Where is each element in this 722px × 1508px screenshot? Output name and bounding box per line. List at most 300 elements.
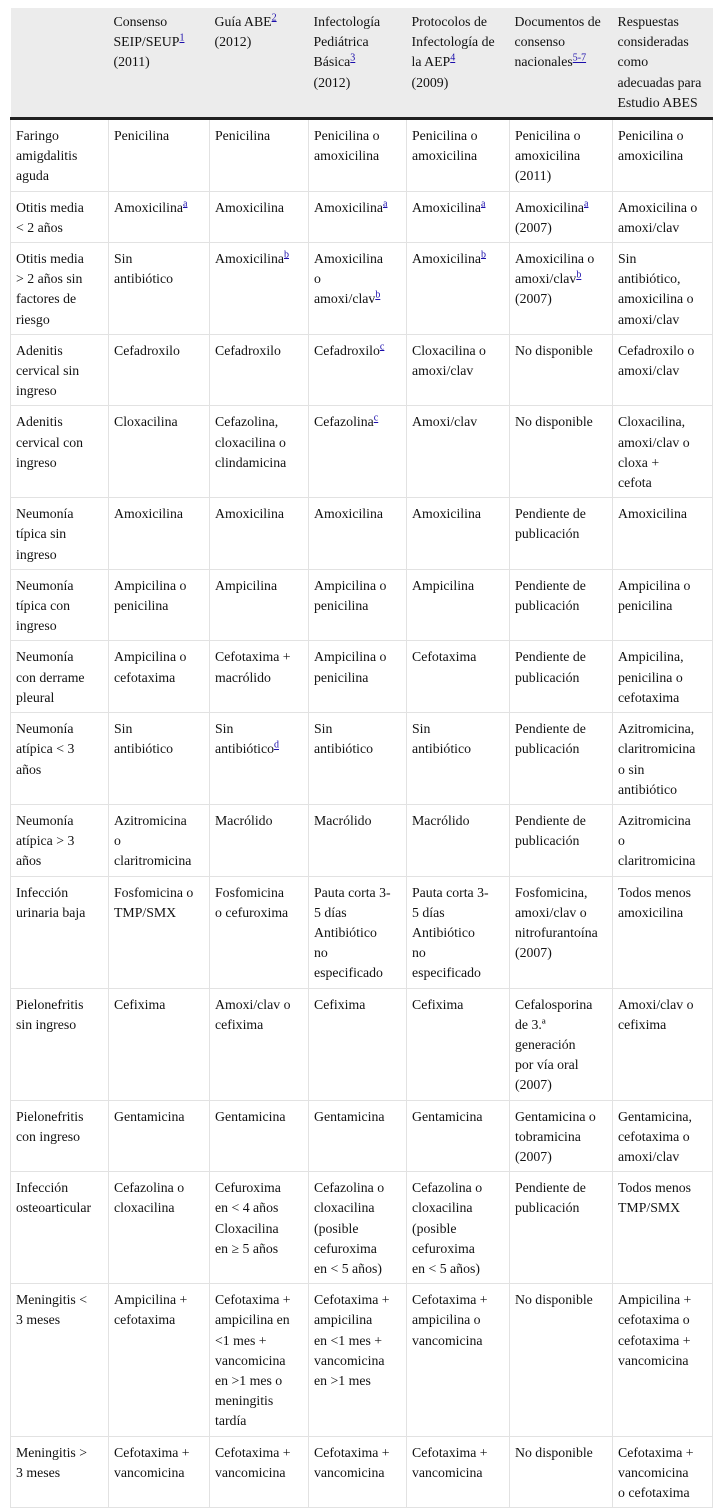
cell-text: Ampicilina o — [114, 577, 187, 593]
cell-line — [618, 341, 709, 361]
cell-text: cefixima — [215, 1016, 264, 1032]
table-cell — [613, 243, 713, 335]
table-cell — [510, 1100, 613, 1172]
table-cell — [510, 988, 613, 1100]
cell-line — [16, 903, 105, 923]
cell-text: en < 5 años) — [314, 1260, 382, 1276]
cell-text: cloxacilina — [114, 1200, 175, 1216]
cell-line — [215, 412, 305, 432]
reference-link[interactable]: c — [379, 341, 385, 353]
cell-line — [412, 963, 506, 983]
row-label-cell — [11, 804, 109, 876]
cell-line — [314, 903, 403, 923]
reference-link[interactable]: a — [182, 198, 188, 210]
cell-text: Pauta corta 3- — [314, 884, 391, 900]
cell-line — [412, 576, 506, 596]
cell-text: Cefazolina o — [314, 1180, 385, 1196]
cell-text: Azitromicina — [114, 812, 187, 828]
table-row — [11, 804, 713, 876]
table-cell — [407, 1172, 510, 1284]
cell-line — [314, 596, 403, 616]
cell-text: Penicilina — [114, 128, 170, 144]
cell-line — [114, 831, 206, 851]
row-label-cell — [11, 406, 109, 498]
cell-line — [618, 596, 709, 616]
cell-line — [314, 1239, 403, 1259]
table-cell — [407, 243, 510, 335]
table-cell — [109, 569, 210, 641]
reference-link[interactable]: b — [283, 249, 289, 261]
cell-text: amoxicilina — [618, 904, 684, 920]
cell-text: Amoxicilina — [114, 506, 183, 522]
cell-text: publicación — [515, 833, 580, 849]
cell-line — [618, 811, 709, 831]
cell-line — [16, 310, 105, 330]
cell-text: Pielonefritis — [16, 996, 84, 1012]
cell-text: Amoxi/clav o — [618, 996, 694, 1012]
cell-line — [412, 412, 506, 432]
cell-line — [314, 739, 403, 759]
table-cell — [407, 713, 510, 805]
reference-link[interactable]: 4 — [450, 52, 456, 64]
cell-text: Amoxicilina o — [515, 251, 595, 267]
cell-text: Cefixima — [114, 996, 166, 1012]
cell-line — [215, 1443, 305, 1463]
cell-text: en >1 mes o — [215, 1372, 283, 1388]
cell-line — [114, 1107, 206, 1127]
cell-line — [314, 1463, 403, 1483]
table-body — [11, 119, 713, 1508]
table-row — [11, 569, 713, 641]
cell-line — [16, 647, 105, 667]
cell-text: No disponible — [515, 342, 593, 358]
cell-line — [314, 1259, 403, 1279]
cell-line — [215, 1351, 305, 1371]
table-cell — [109, 1284, 210, 1436]
cell-text: penicilina — [314, 669, 369, 685]
reference-link[interactable]: a — [382, 198, 388, 210]
table-cell — [210, 334, 309, 406]
cell-text: la AEP — [411, 54, 451, 70]
cell-line — [215, 1463, 305, 1483]
cell-line — [618, 1463, 709, 1483]
cell-text: o — [114, 833, 121, 849]
cell-line — [215, 1015, 305, 1035]
cell-line — [16, 341, 105, 361]
cell-line — [618, 249, 709, 269]
row-label-cell — [11, 334, 109, 406]
cell-line — [412, 73, 507, 93]
cell-text: vancomicina — [215, 1464, 286, 1480]
cell-line — [618, 668, 709, 688]
cell-line — [412, 126, 506, 146]
cell-text: Penicilina o — [412, 128, 478, 144]
cell-text: Cefalosporina — [515, 996, 593, 1012]
cell-text: Macrólido — [215, 812, 273, 828]
cell-text: (2011) — [113, 54, 150, 70]
cell-text: por vía oral — [515, 1057, 579, 1073]
cell-text: cefuroxima — [314, 1240, 377, 1256]
cell-text: cloxacilina — [314, 1200, 375, 1216]
cell-text: no — [412, 945, 426, 961]
cell-line — [16, 576, 105, 596]
cell-text: penicilina — [314, 598, 369, 614]
cell-text: amoxicilina o — [618, 291, 694, 307]
cell-text: Cloxacilina, — [618, 414, 686, 430]
cell-text: vancomicina — [314, 1464, 385, 1480]
cell-line — [618, 1483, 709, 1503]
table-cell — [510, 406, 613, 498]
table-cell — [109, 1100, 210, 1172]
reference-link[interactable]: c — [373, 412, 379, 424]
table-cell — [613, 804, 713, 876]
cell-text: cloxacilina — [412, 1200, 473, 1216]
cell-text: Pendiente de — [515, 577, 586, 593]
cell-text: Todos menos — [618, 884, 691, 900]
cell-line — [215, 1178, 305, 1198]
cell-line — [412, 1107, 506, 1127]
cell-text: urinaria baja — [16, 904, 86, 920]
cell-text: Ampicilina + — [114, 1292, 188, 1308]
cell-line — [16, 412, 105, 432]
cell-line — [114, 52, 207, 72]
cell-line — [412, 995, 506, 1015]
cell-line — [215, 1331, 305, 1351]
cell-line — [114, 504, 206, 524]
table-header — [11, 8, 713, 119]
cell-line — [618, 73, 710, 93]
table-cell — [407, 119, 510, 192]
table-cell — [510, 713, 613, 805]
cell-line — [314, 647, 403, 667]
cell-line — [515, 269, 609, 289]
cell-text: amigdalitis — [16, 148, 78, 164]
cell-text: <1 mes + — [215, 1332, 267, 1348]
cell-text: cervical con — [16, 434, 84, 450]
cell-text: Cefazolina — [314, 414, 374, 430]
cell-line — [618, 780, 709, 800]
cell-line — [515, 32, 610, 52]
cell-line — [618, 504, 709, 524]
cell-text: (2009) — [411, 74, 449, 90]
cell-line — [618, 218, 709, 238]
cell-text: antibiótico — [314, 741, 374, 757]
cell-line — [16, 688, 105, 708]
cell-text: Cefuroxima — [215, 1180, 281, 1196]
cell-text: tobramicina — [515, 1128, 581, 1144]
cell-text: Meningitis < — [16, 1292, 88, 1308]
table-cell — [613, 641, 713, 713]
table-cell — [407, 1100, 510, 1172]
cell-line — [618, 361, 709, 381]
table-cell — [613, 191, 713, 242]
cell-text: Cefotaxima + — [314, 1444, 390, 1460]
cell-text: Cefotaxima — [412, 649, 477, 665]
cell-line — [215, 1239, 305, 1259]
cell-line — [114, 1310, 206, 1330]
cell-text: Infectología — [313, 14, 381, 29]
table-cell — [210, 1284, 309, 1436]
cell-line — [618, 1290, 709, 1310]
cell-text: publicación — [515, 669, 580, 685]
cell-line — [16, 1310, 105, 1330]
cell-line — [16, 811, 105, 831]
cell-line — [215, 1219, 305, 1239]
cell-text: adecuadas para — [617, 74, 702, 90]
cell-line — [618, 760, 709, 780]
cell-line — [412, 1290, 506, 1310]
cell-text: Infectología de — [411, 34, 495, 50]
cell-text: Amoxicilina — [515, 199, 584, 215]
table-cell — [510, 498, 613, 570]
table-cell — [309, 1284, 407, 1436]
cell-text: (2007) — [515, 1077, 552, 1093]
cell-text: o — [618, 833, 625, 849]
cell-text: Cefotaxima + — [412, 1444, 488, 1460]
cell-line — [618, 831, 709, 851]
cell-line — [618, 647, 709, 667]
cell-line — [16, 433, 105, 453]
cell-line — [412, 1259, 506, 1279]
cell-line — [314, 576, 403, 596]
cell-line — [16, 146, 105, 166]
cell-line — [412, 903, 506, 923]
cell-line — [412, 923, 506, 943]
table-cell — [510, 876, 613, 988]
table-cell — [309, 713, 407, 805]
cell-line — [215, 647, 305, 667]
cell-line — [215, 739, 305, 759]
table-cell — [407, 1284, 510, 1436]
cell-line — [618, 473, 709, 493]
cell-text: cloxacilina o — [215, 434, 286, 450]
cell-line — [114, 249, 206, 269]
cell-line — [515, 903, 609, 923]
reference-link[interactable]: b — [480, 249, 486, 261]
cell-line — [515, 943, 609, 963]
table-cell — [407, 406, 510, 498]
cell-text: o sin — [618, 761, 645, 777]
cell-line — [412, 719, 506, 739]
cell-text: antibiótico, — [618, 271, 681, 287]
cell-text: vancomicina — [114, 1464, 185, 1480]
cell-text: cefota — [618, 475, 652, 491]
cell-line — [114, 903, 206, 923]
cell-text: vancomicina — [618, 1352, 689, 1368]
reference-link[interactable]: 1 — [179, 32, 185, 44]
cell-text: ampicilina — [314, 1312, 373, 1328]
table-cell — [407, 1436, 510, 1508]
cell-line — [412, 1198, 506, 1218]
table-cell — [309, 498, 407, 570]
cell-line — [16, 504, 105, 524]
reference-link[interactable]: d — [274, 739, 280, 751]
cell-line — [215, 903, 305, 923]
cell-line — [114, 739, 206, 759]
cell-line — [215, 12, 306, 32]
cell-text: años — [16, 853, 42, 869]
cell-line — [515, 596, 609, 616]
cell-text: Cefixima — [412, 996, 464, 1012]
cell-line — [114, 668, 206, 688]
cell-line — [515, 289, 609, 309]
row-label-cell — [11, 119, 109, 192]
cell-line — [412, 647, 506, 667]
cell-line — [618, 453, 709, 473]
cell-line — [515, 1443, 609, 1463]
cell-line — [215, 453, 305, 473]
cell-text: Neumonía — [16, 649, 74, 665]
cell-text: Cefotaxima + — [412, 1292, 488, 1308]
cell-text: Gentamicina — [314, 1108, 385, 1124]
cell-text: Cefazolina o — [412, 1180, 483, 1196]
cell-line — [314, 923, 403, 943]
cell-line — [412, 811, 506, 831]
cell-text: Infección — [16, 884, 69, 900]
reference-link[interactable]: a — [480, 198, 486, 210]
table-cell — [309, 1172, 407, 1284]
cell-text: Sin — [314, 721, 333, 737]
cell-text: Fosfomicina o — [114, 884, 194, 900]
cell-line — [515, 883, 609, 903]
cell-line — [515, 576, 609, 596]
table-cell — [309, 1100, 407, 1172]
cell-line — [16, 851, 105, 871]
table-row — [11, 191, 713, 242]
reference-link[interactable]: b — [576, 269, 582, 281]
table-cell — [109, 191, 210, 242]
cell-line — [16, 1443, 105, 1463]
cell-line — [314, 1198, 403, 1218]
cell-text: No disponible — [515, 1444, 593, 1460]
cell-line — [515, 1107, 609, 1127]
cell-text: penicilina — [114, 598, 169, 614]
table-cell — [510, 334, 613, 406]
cell-text: 3 meses — [16, 1464, 61, 1480]
cell-line — [515, 831, 609, 851]
table-cell — [309, 641, 407, 713]
table-cell — [210, 1436, 309, 1508]
reference-link[interactable]: 2 — [271, 12, 277, 24]
cell-text: penicilina — [618, 598, 673, 614]
cell-text: Cefadroxilo — [314, 342, 380, 358]
cell-line — [618, 851, 709, 871]
cell-line — [314, 943, 403, 963]
cell-text: Meningitis > — [16, 1444, 88, 1460]
cell-line — [16, 249, 105, 269]
cell-text: Sin — [114, 721, 133, 737]
table-row — [11, 243, 713, 335]
table-cell — [210, 498, 309, 570]
cell-text: antibiótico — [412, 741, 472, 757]
cell-line — [618, 739, 709, 759]
cell-text: Sin — [114, 251, 133, 267]
table-cell — [407, 334, 510, 406]
cell-text: Otitis media — [16, 199, 84, 215]
cell-line — [515, 12, 610, 32]
cell-line — [215, 1107, 305, 1127]
table-cell — [407, 191, 510, 242]
cell-line — [412, 1443, 506, 1463]
cell-text: Ampicilina — [412, 577, 475, 593]
table-row — [11, 406, 713, 498]
cell-text: (2012) — [214, 34, 252, 50]
cell-line — [618, 576, 709, 596]
cell-line — [215, 1411, 305, 1431]
cell-line — [515, 1075, 609, 1095]
cell-line — [314, 52, 404, 72]
cell-line — [412, 198, 506, 218]
cell-line — [314, 883, 403, 903]
cell-text: Amoxicilina — [314, 251, 383, 267]
cell-text: Gentamicina — [412, 1108, 483, 1124]
cell-line — [215, 198, 305, 218]
cell-text: consideradas — [617, 34, 689, 50]
cell-line — [314, 1290, 403, 1310]
cell-text: Neumonía — [16, 721, 74, 737]
table-cell — [210, 1100, 309, 1172]
reference-link[interactable]: b — [375, 289, 381, 301]
cell-text: Pauta corta 3- — [412, 884, 489, 900]
cell-line — [215, 341, 305, 361]
cell-line — [515, 1035, 609, 1055]
reference-link[interactable]: 3 — [350, 52, 356, 64]
table-cell — [109, 243, 210, 335]
cell-line — [515, 412, 609, 432]
table-cell — [309, 876, 407, 988]
cell-line — [16, 1198, 105, 1218]
cell-line — [618, 310, 709, 330]
cell-text: Respuestas — [617, 14, 679, 29]
cell-line — [215, 883, 305, 903]
table-cell — [109, 406, 210, 498]
cell-text: Cefotaxima + — [215, 649, 291, 665]
table-cell — [613, 406, 713, 498]
cell-text: especificado — [412, 965, 481, 981]
cell-text: amoxi/clav — [412, 363, 474, 379]
cell-text: Ampicilina o — [314, 649, 387, 665]
table-cell — [613, 334, 713, 406]
cell-line — [314, 1178, 403, 1198]
cell-line — [215, 995, 305, 1015]
cell-text: No disponible — [515, 414, 593, 430]
cell-text: factores de — [16, 291, 77, 307]
cell-text: Antibiótico — [314, 924, 377, 940]
table-cell — [210, 1172, 309, 1284]
cell-text: Otitis media — [16, 251, 84, 267]
cell-text: Cefotaxima + — [618, 1444, 694, 1460]
cell-text: Amoxicilina — [114, 199, 183, 215]
cell-text: (2007) — [515, 219, 552, 235]
cell-text: TMP/SMX — [618, 1200, 681, 1216]
cell-text: Infección — [16, 1180, 69, 1196]
cell-text: ampicilina o — [412, 1312, 481, 1328]
cell-text: aguda — [16, 168, 49, 184]
cell-line — [314, 198, 403, 218]
row-label-cell — [11, 498, 109, 570]
cell-text: Amoxi/clav o — [215, 996, 291, 1012]
cell-text: (2007) — [515, 1148, 552, 1164]
cell-line — [618, 1178, 709, 1198]
reference-link[interactable]: a — [583, 198, 589, 210]
cell-text: Gentamicina, — [618, 1108, 692, 1124]
cell-line — [314, 668, 403, 688]
reference-link[interactable]: 5-7 — [572, 52, 587, 64]
cell-text: Cloxacilina o — [412, 342, 486, 358]
cell-text: generación — [515, 1036, 576, 1052]
table-cell — [407, 641, 510, 713]
cell-line — [314, 269, 403, 289]
